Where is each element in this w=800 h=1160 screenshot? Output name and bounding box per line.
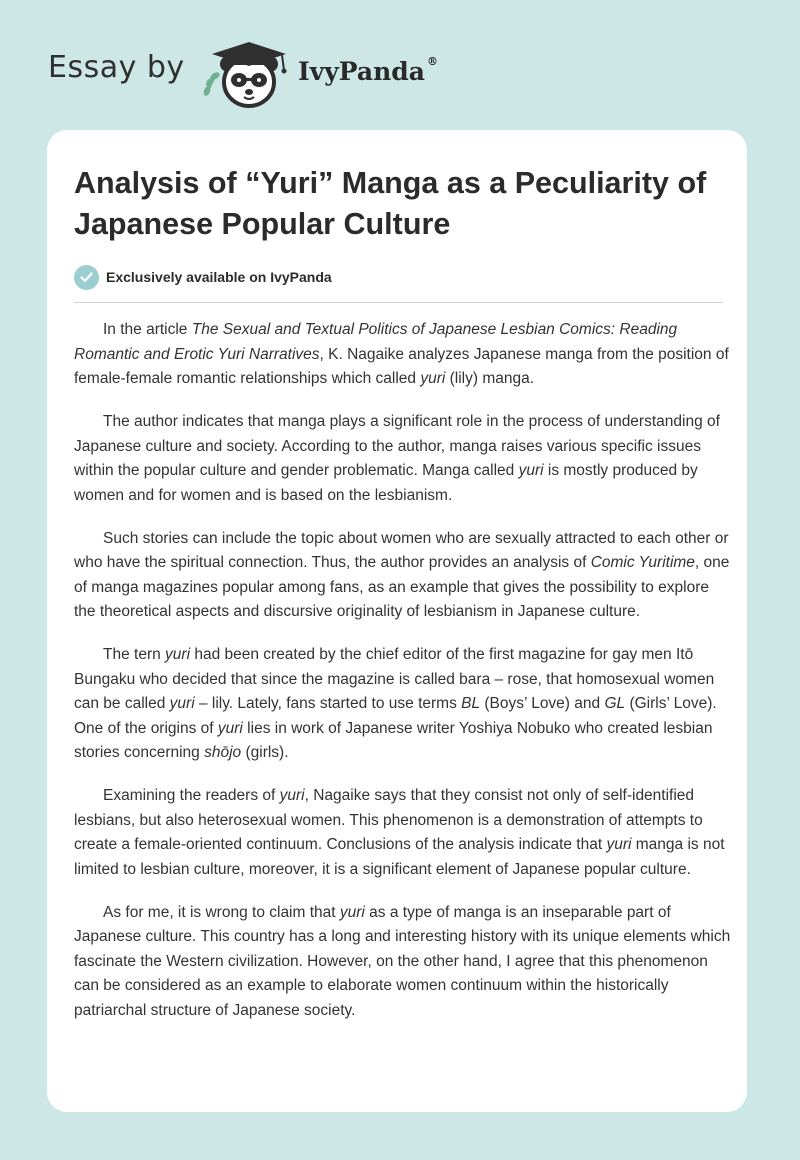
essay-by-label: Essay by (48, 50, 185, 85)
paragraph (74, 643, 734, 766)
paragraph (74, 901, 734, 1024)
divider (74, 302, 723, 303)
panda-logo-icon (200, 36, 294, 108)
text-run: The author indicates that manga plays a significant role in the process of understanding of Japanese culture and society. According to the author, manga raises various specific issues within the popular culture and gender problematic. Manga called (74, 413, 720, 479)
text-run: In the article (103, 321, 192, 338)
text-run: Such stories can include the topic about women who are sexually attracted to each other or who have the spiritual connection. Thus, the author provides an analysis of (74, 529, 729, 571)
italic-text-run: yuri (606, 836, 632, 853)
paragraph (74, 410, 734, 508)
text-run: , K. Nagaike analyzes Japanese manga from the position of female-female romantic relationships which called (74, 345, 729, 387)
italic-text-run: yuri (518, 462, 544, 479)
text-run: as a type of manga is an inseparable part of Japanese culture. This country has a long and interesting history with its unique elements which fascinate the Western civilization. However, on the other hand, I agree that this phenomenon can be considered as an example to elaborate women continuum within the historically patriarchal structure of Japanese society. (74, 903, 731, 1019)
site-header (0, 0, 800, 120)
text-run: had been created by the chief editor of the first magazine for gay men Itō Bungaku who decided that since the magazine is called bara – rose, that homosexual women can be called (74, 646, 715, 712)
text-run: manga is not limited to lesbian culture, moreover, it is a significant element of Japanese popular culture. (74, 836, 725, 878)
italic-text-run: yuri (169, 695, 195, 712)
italic-text-run: BL (461, 695, 481, 712)
text-run: (girls). (241, 744, 289, 761)
text-run: lies in work of Japanese writer Yoshiya Nobuko who created lesbian stories concerning (74, 719, 713, 761)
italic-text-run: yuri (217, 719, 243, 737)
check-circle-icon (74, 265, 99, 290)
brand-name (298, 57, 438, 86)
italic-text-run: yuri (339, 903, 365, 921)
paragraph (74, 527, 734, 625)
text-run: As for me, it is wrong to claim that (103, 903, 340, 921)
paragraph (74, 784, 734, 882)
text-run: is mostly produced by women and for women and is based on the lesbianism. (74, 462, 698, 504)
italic-text-run: yuri (165, 646, 191, 663)
brand-name-text: IvyPanda (298, 57, 425, 86)
text-run: Examining the readers of (103, 787, 280, 804)
page-title: Analysis of “Yuri” Manga as a Peculiarity of Japanese Popular Culture (74, 166, 707, 241)
italic-text-run: yuri (279, 787, 305, 804)
text-run: (lily) manga. (445, 370, 535, 387)
italic-text-run: Comic Yuritime (590, 554, 695, 571)
paragraph (74, 318, 734, 392)
essay-body (74, 318, 734, 1042)
italic-text-run: The Sexual and Textual Politics of Japanese Lesbian Comics: Reading Romantic and Erotic Yuri Narratives (74, 321, 678, 363)
italic-text-run: shōjo (204, 744, 242, 761)
text-run: (Boys’ Love) and (480, 695, 605, 712)
text-run: – lily. Lately, fans started to use terms (194, 695, 462, 712)
exclusive-badge-label: Exclusively available on IvyPanda (106, 269, 332, 285)
text-run: (Girls’ Love). One of the origins of (74, 695, 717, 737)
italic-text-run: yuri (420, 370, 446, 387)
text-run: , one of manga magazines popular among fans, as an example that gives the possibility to explore the theoretical aspects and discursive originality of lesbianism in Japanese culture. (74, 554, 730, 620)
exclusive-badge (74, 264, 332, 290)
trademark-symbol: ® (426, 55, 438, 68)
text-run: The tern (103, 646, 166, 663)
text-run: , Nagaike says that they consist not only of self-identified lesbians, but also heterosexual women. This phenomenon is a demonstration of attempts to create a female-oriented continuum. Conclusions of the analysis indicate that (74, 787, 703, 853)
essay-card (47, 130, 747, 1112)
italic-text-run: GL (604, 695, 626, 712)
